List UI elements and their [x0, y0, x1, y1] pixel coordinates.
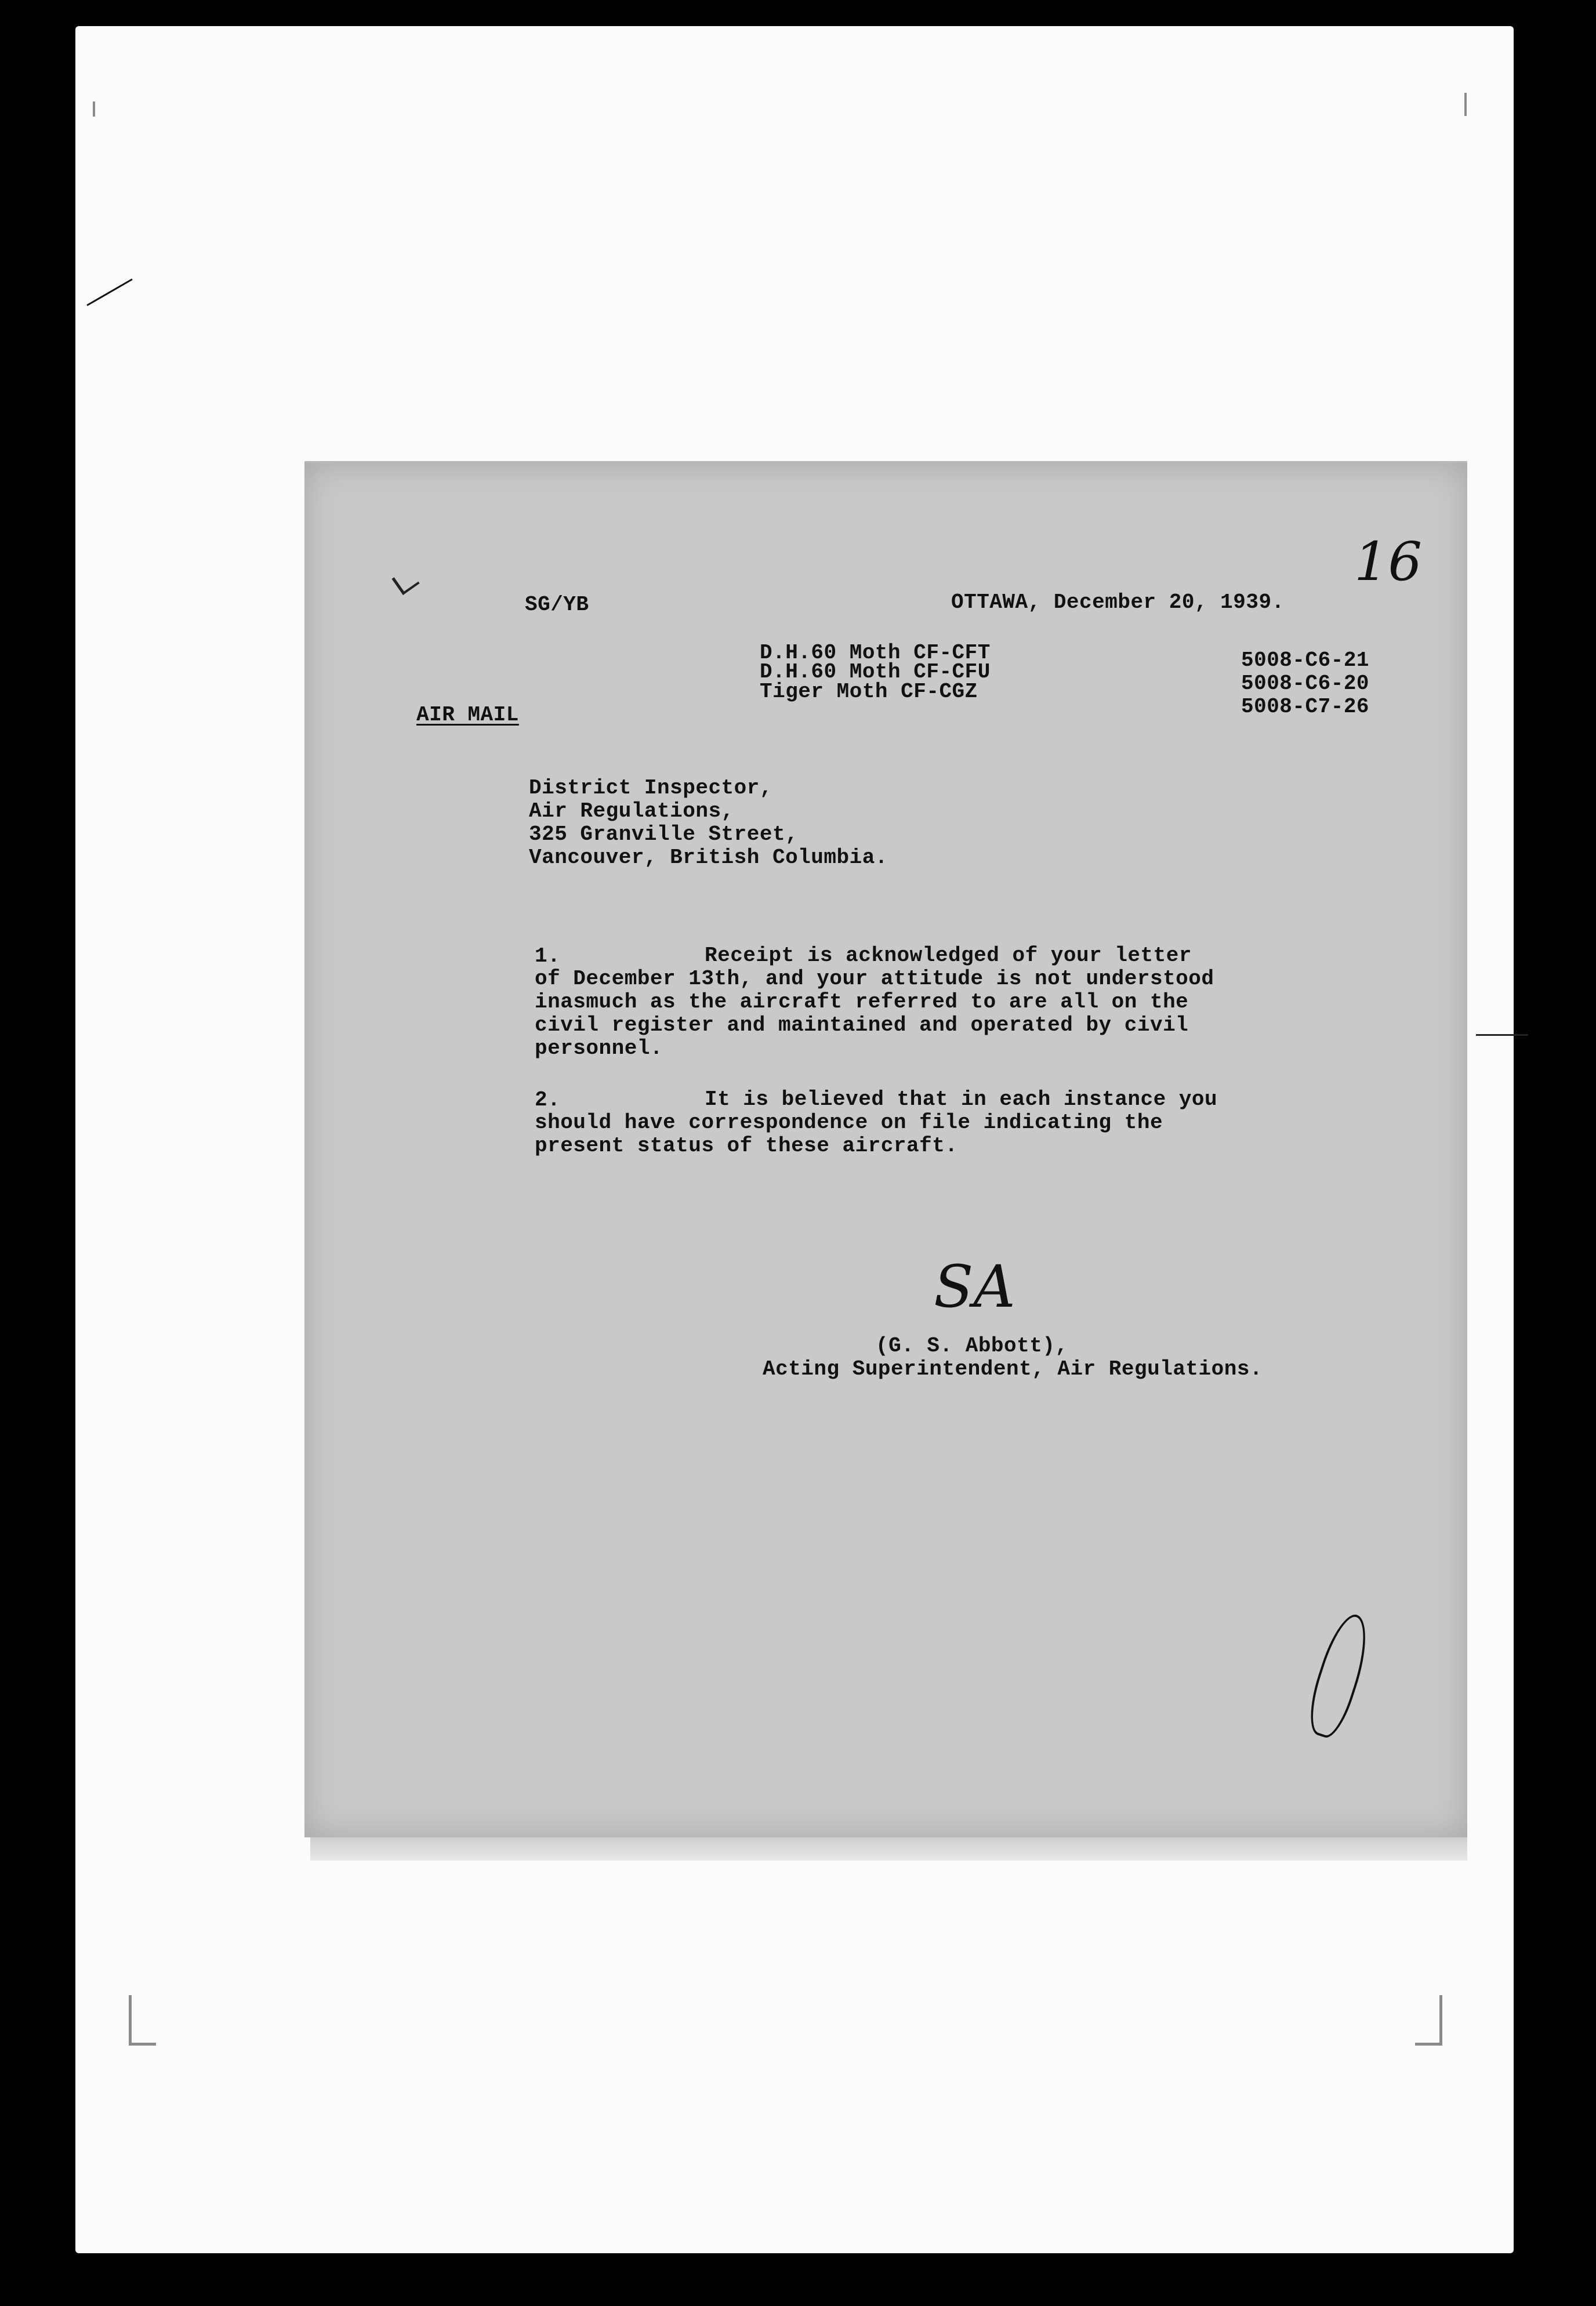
handwritten-initials: SA [934, 1253, 1015, 1321]
paragraph-1-line-5: personnel. [535, 1036, 663, 1060]
paragraph-1-line-3: inasmuch as the aircraft referred to are all on the [535, 990, 1189, 1014]
address-line-1: District Inspector, [529, 776, 772, 800]
file-number-1: 5008-C6-21 [1241, 648, 1370, 672]
paragraph-1-line-1: Receipt is acknowledged of your letter [705, 944, 1192, 967]
paragraph-1-line-2: of December 13th, and your attitude is not understood [535, 967, 1214, 991]
file-number-2: 5008-C6-20 [1241, 672, 1370, 695]
file-number-3: 5008-C7-26 [1241, 695, 1370, 719]
signatory-name: (G. S. Abbott), [876, 1334, 1068, 1358]
paragraph-2-number: 2. [535, 1088, 561, 1112]
signatory-title: Acting Superintendent, Air Regulations. [763, 1357, 1263, 1381]
corner-mark-bottom-left [129, 1995, 156, 2046]
aircraft-name-3: Tiger Moth CF-CGZ [760, 680, 978, 704]
place-date: OTTAWA, December 20, 1939. [951, 590, 1285, 614]
margin-line [1476, 1034, 1528, 1036]
corner-mark-top-left [93, 101, 97, 117]
address-line-4: Vancouver, British Columbia. [529, 846, 888, 869]
aircraft-name-2: D.H.60 Moth CF-CFU [760, 660, 991, 684]
paragraph-2-line-3: present status of these aircraft. [535, 1134, 958, 1158]
aircraft-name-1: D.H.60 Moth CF-CFT [760, 641, 991, 665]
paragraph-2-line-1: It is believed that in each instance you [705, 1087, 1218, 1111]
air-mail-label: AIR MAIL [416, 703, 519, 727]
address-line-2: Air Regulations, [529, 799, 734, 823]
paragraph-1-number: 1. [535, 944, 561, 968]
paragraph-2-line-2: should have correspondence on file indicating the [535, 1111, 1163, 1134]
corner-mark-top-right [1464, 93, 1469, 116]
reference-code: SG/YB [525, 593, 589, 617]
address-line-3: 325 Granville Street, [529, 822, 799, 846]
corner-mark-bottom-right [1415, 1995, 1442, 2046]
handwritten-page-number: 16 [1354, 531, 1423, 593]
paragraph-1-line-4: civil register and maintained and operated by civil [535, 1013, 1189, 1037]
